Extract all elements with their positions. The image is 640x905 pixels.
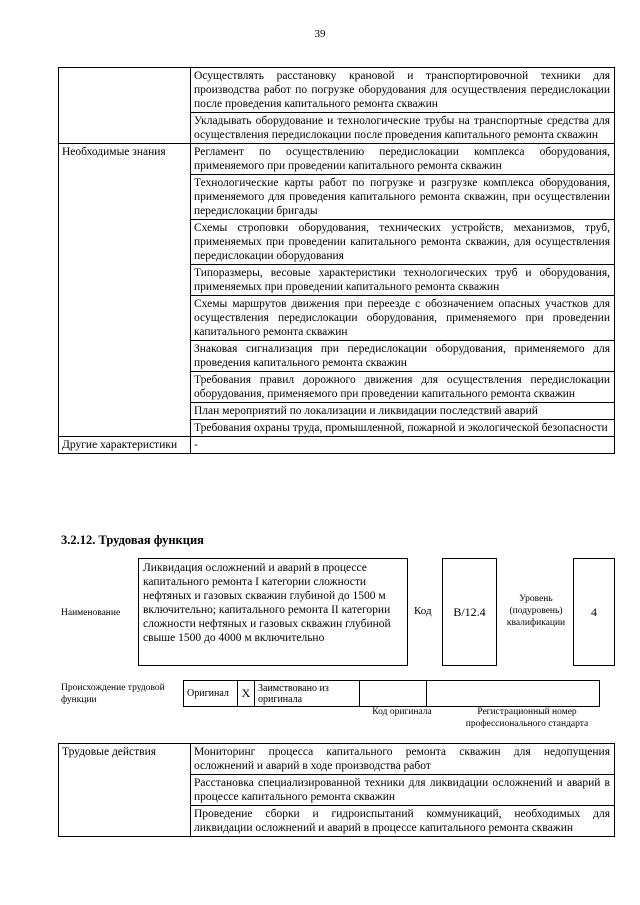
original-cell: Оригинал: [184, 681, 238, 707]
page-number: 39: [314, 28, 326, 40]
origin-table: [183, 680, 600, 707]
code-label: Код: [414, 605, 432, 617]
table-cell: Технологические карты работ по погрузке и разгрузке комплекса оборудования, применяемого для проведения капитального ремонта скважин, при осуществлении передислокации бригады: [191, 175, 615, 220]
table-cell: План мероприятий по локализации и ликвидации последствий аварий: [191, 403, 615, 420]
level-label: Уровень (подуровень) квалификации: [506, 594, 566, 628]
function-name-box: Ликвидация осложнений и аварий в процессе капитального ремонта I категории сложности нефтяных и газовых скважин глубиной до 1500 м включительно; капитального ремонта II категории сложности нефтяных и газовых скважин глубиной свыше 1500 до 4000 м включительно: [138, 558, 408, 666]
original-mark: X: [238, 681, 255, 707]
code-box: B/12.4: [442, 558, 497, 666]
table-cell: Знаковая сигнализация при передислокации оборудования, применяемого для проведения капитального ремонта скважин: [191, 341, 615, 372]
level-box: 4: [573, 558, 615, 666]
table-cell: Требования правил дорожного движения для осуществления передислокации оборудования, применяемого при проведении капитального ремонта скважин: [191, 372, 615, 403]
table-cell: Расстановка специализированной техники для ликвидации осложнений и аварий в процессе капитального ремонта скважин: [191, 775, 615, 806]
row-label: Необходимые знания: [59, 144, 191, 437]
table-cell: Проведение сборки и гидроиспытаний коммуникаций, необходимых для ликвидации осложнений и аварий в процессе капитального ремонта скважин: [191, 806, 615, 837]
table-cell: -: [191, 437, 615, 454]
reg-number-cell: [427, 681, 600, 707]
table-cell: Схемы маршрутов движения при переезде с обозначением опасных участков для осуществления передислокации оборудования, применяемого при проведении капитального ремонта скважин: [191, 296, 615, 341]
table-cell: Типоразмеры, весовые характеристики технологических труб и оборудования, применяемых при проведении капитального ремонта скважин: [191, 265, 615, 296]
reg-caption: Регистрационный номер профессионального стандарта: [465, 707, 589, 729]
name-label: Наименование: [61, 608, 121, 618]
row-label: Трудовые действия: [59, 744, 191, 837]
borrowed-cell: Заимствовано из оригинала: [255, 681, 360, 707]
table-row: [184, 681, 600, 707]
table-cell: Мониторинг процесса капитального ремонта скважин для недопущения осложнений и аварий в ходе производства работ: [191, 744, 615, 775]
row-label: Другие характеристики: [59, 437, 191, 454]
table-row: [59, 68, 615, 113]
table-cell: Укладывать оборудование и технологические трубы на транспортные средства для осуществления передислокации после проведения капитального ремонта скважин: [191, 113, 615, 144]
skills-table: [58, 67, 615, 454]
table-row: [59, 437, 615, 454]
table-row: [59, 744, 615, 775]
table-cell: Требования охраны труда, промышленной, пожарной и экологической безопасности: [191, 420, 615, 437]
origin-code-cell: [360, 681, 427, 707]
actions-table: [58, 743, 615, 837]
table-cell: Схемы строповки оборудования, технических устройств, механизмов, труб, применяемых при проведении капитального ремонта скважин, для осуществления передислокации оборудования: [191, 220, 615, 265]
table-cell: Регламент по осуществлению передислокации комплекса оборудования, применяемого при проведении капитального ремонта скважин: [191, 144, 615, 175]
origin-label: Происхождение трудовой функции: [61, 683, 165, 705]
code-caption: Код оригинала: [372, 707, 432, 717]
table-cell: Осуществлять расстановку крановой и транспортировочной техники для производства работ по погрузке оборудования для осуществления передислокации после проведения капитального ремонта скважин: [191, 68, 615, 113]
table-row: [59, 144, 615, 175]
section-title: 3.2.12. Трудовая функция: [61, 533, 204, 547]
row-label: [59, 68, 191, 144]
